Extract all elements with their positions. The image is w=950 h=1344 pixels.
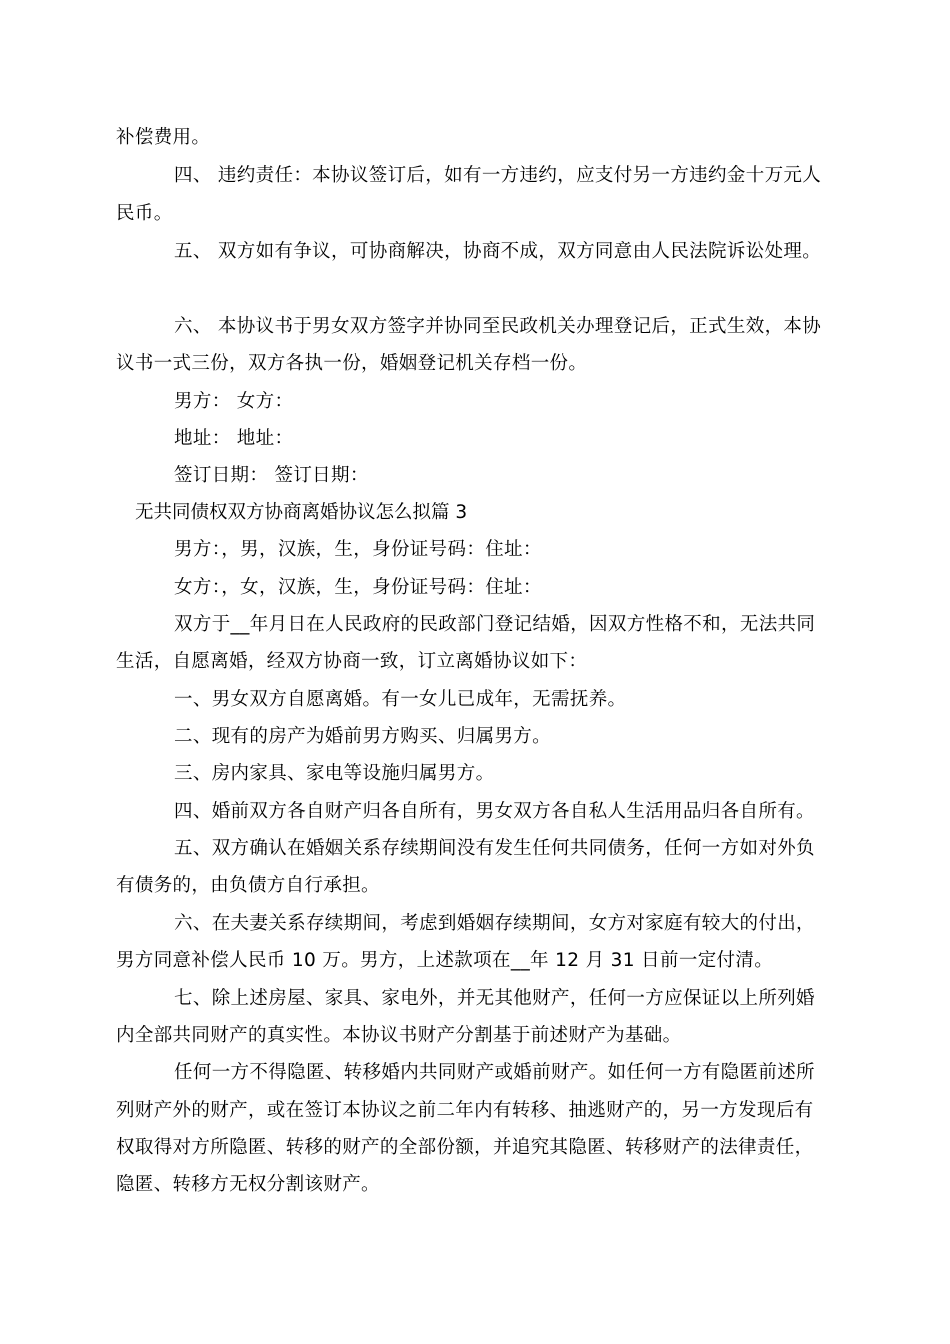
text-line: 四、婚前双方各自财产归各自所有，男女双方各自私人生活用品归各自所有。: [174, 801, 815, 822]
text-line: 议书一式三份，双方各执一份，婚姻登记机关存档一份。: [116, 353, 588, 374]
text-line: 一、男女双方自愿离婚。有一女儿已成年，无需抚养。: [174, 689, 627, 710]
text-line: 任何一方不得隐匿、转移婚内共同财产或婚前财产。如任何一方有隐匿前述所: [174, 1062, 815, 1083]
text-line: 有债务的，由负债方自行承担。: [116, 875, 380, 896]
text-line: 二、现有的房产为婚前男方购买、归属男方。: [174, 726, 552, 747]
text-line: 男方：，男，汉族，生，身份证号码：住址：: [174, 539, 542, 560]
text-line: 列财产外的财产，或在签订本协议之前二年内有转移、抽逃财产的，另一方发现后有: [116, 1100, 814, 1121]
text-line: 男方同意补偿人民币 10 万。男方，上述款项在__年 12 月 31 日前一定付清。: [116, 950, 774, 971]
text-line: 补偿费用。: [116, 127, 211, 148]
text-line: 六、在夫妻关系存续期间，考虑到婚姻存续期间，女方对家庭有较大的付出，: [174, 913, 815, 934]
text-line: 签订日期： 签订日期：: [174, 465, 369, 486]
text-line: 权取得对方所隐匿、转移的财产的全部份额，并追究其隐匿、转移财产的法律责任，: [116, 1137, 814, 1158]
section-heading: 无共同债权双方协商离婚协议怎么拟篇 3: [135, 502, 468, 523]
text-line: 四、 违约责任：本协议签订后，如有一方违约，应支付另一方违约金十万元人: [174, 165, 822, 186]
text-line: 内全部共同财产的真实性。本协议书财产分割基于前述财产为基础。: [116, 1025, 682, 1046]
text-line: 七、除上述房屋、家具、家电外，并无其他财产，任何一方应保证以上所列婚: [174, 988, 815, 1009]
text-line: 地址： 地址：: [174, 428, 294, 449]
text-line: 女方：，女，汉族，生，身份证号码：住址：: [174, 577, 542, 598]
text-line: 生活，自愿离婚，经双方协商一致，订立离婚协议如下：: [116, 651, 588, 672]
text-line: 五、 双方如有争议，可协商解决，协商不成，双方同意由人民法院诉讼处理。: [174, 241, 822, 262]
text-line: 六、 本协议书于男女双方签字并协同至民政机关办理登记后，正式生效，本协: [174, 316, 822, 337]
text-line: 五、双方确认在婚姻关系存续期间没有发生任何共同债务，任何一方如对外负: [174, 838, 815, 859]
text-line: 民币。: [116, 203, 173, 224]
text-line: 男方： 女方：: [174, 391, 294, 412]
text-line: 三、房内家具、家电等设施归属男方。: [174, 763, 495, 784]
text-line: 双方于__年月日在人民政府的民政部门登记结婚，因双方性格不和，无法共同: [174, 614, 816, 635]
text-line: 隐匿、转移方无权分割该财产。: [116, 1174, 380, 1195]
